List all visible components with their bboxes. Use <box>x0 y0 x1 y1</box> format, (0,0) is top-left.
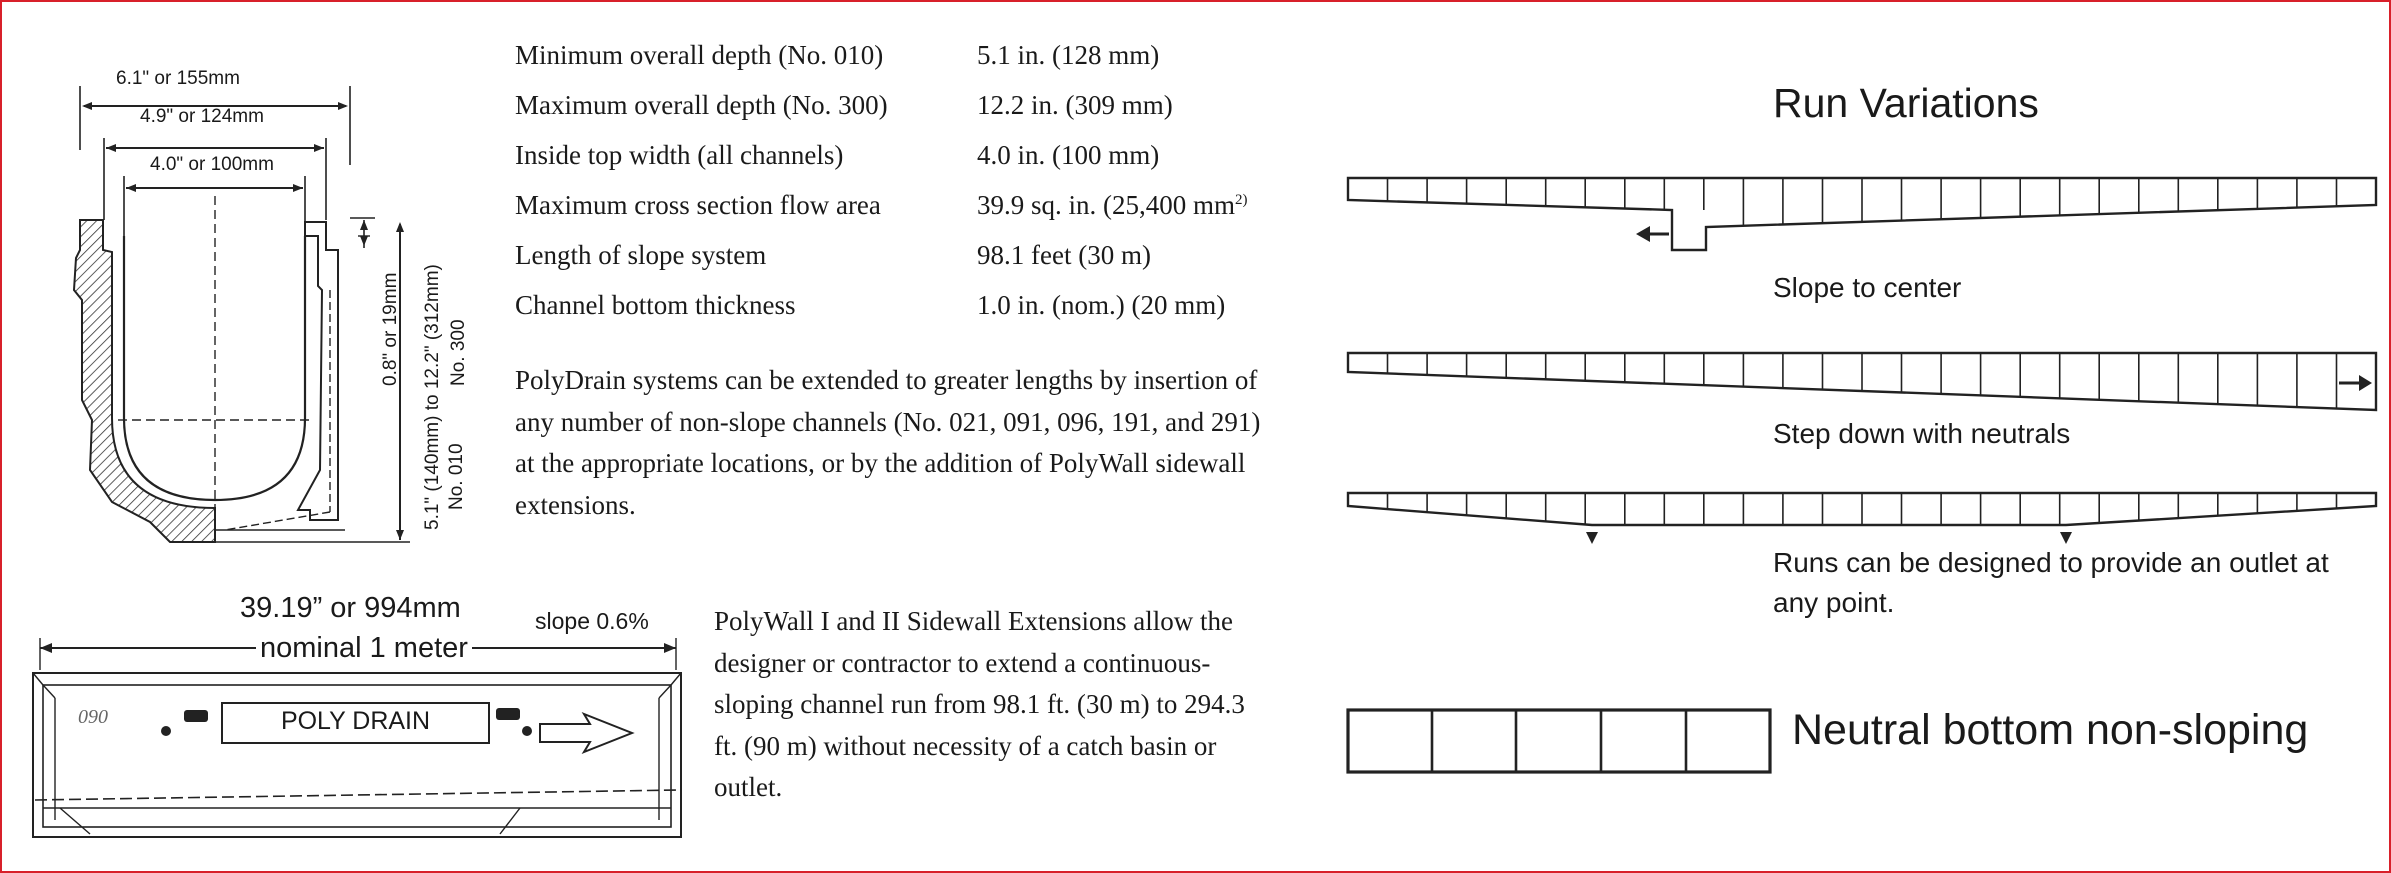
spec-label: Inside top width (all channels) <box>515 140 844 170</box>
spec-value: 1.0 in. (nom.) (20 mm) <box>977 290 1226 320</box>
side-nominal-label: nominal 1 meter <box>256 632 472 665</box>
slope-to-center-caption: Slope to center <box>1773 272 1962 303</box>
run-variations-title: Run Variations <box>1773 80 2039 126</box>
dim-depth: 5.1" (140mm) to 12.2" (312mm) <box>422 264 443 530</box>
paragraph-line: ft. (90 m) without necessity of a catch basin or <box>714 730 1217 761</box>
spec-value: 4.0 in. (100 mm) <box>977 140 1160 170</box>
paragraph-line: sloping channel run from 98.1 ft. (30 m) to 294.3 <box>714 689 1245 719</box>
side-slope-label: slope 0.6% <box>535 608 649 634</box>
step-down-diagram <box>1346 350 2386 420</box>
spec-value-superscript: 2) <box>1235 192 1248 208</box>
neutral-diagram <box>1346 708 1776 778</box>
paragraph-line: PolyWall I and II Sidewall Extensions allow the <box>714 606 1233 636</box>
slope-to-center-diagram <box>1346 170 2386 270</box>
spec-label: Minimum overall depth (No. 010) <box>515 40 884 70</box>
spec-label: Maximum overall depth (No. 300) <box>515 90 888 120</box>
spec-label: Channel bottom thickness <box>515 290 796 320</box>
spec-label: Length of slope system <box>515 240 767 270</box>
spec-value: 5.1 in. (128 mm) <box>977 40 1160 70</box>
paragraph-line: PolyDrain systems can be extended to greater lengths by insertion of <box>515 365 1258 395</box>
paragraph-line: any number of non-slope channels (No. 021, 091, 096, 191, and 291) <box>515 406 1261 437</box>
spec-value <box>977 190 1248 221</box>
label-no300: No. 300 <box>448 319 469 386</box>
dim-inside-width: 4.0" or 100mm <box>150 154 274 175</box>
paragraph-line: extensions. <box>515 489 636 520</box>
spec-value-text: 39.9 sq. in. (25,400 mm <box>977 190 1236 220</box>
step-down-caption: Step down with neutrals <box>1773 418 2071 449</box>
paragraph-line: at the appropriate locations, or by the addition of PolyWall sidewall <box>515 448 1246 478</box>
dim-overall-width: 6.1" or 155mm <box>116 68 240 89</box>
outlet-caption-line2: any point. <box>1773 587 1895 618</box>
spec-value: 98.1 feet (30 m) <box>977 240 1151 270</box>
polydrain-paragraph <box>515 360 1260 526</box>
side-model-mark: 090 <box>78 706 108 728</box>
spec-value: 12.2 in. (309 mm) <box>977 90 1173 120</box>
spec-label: Maximum cross section flow area <box>515 190 881 220</box>
paragraph-line: designer or contractor to extend a continuous- <box>714 647 1211 678</box>
dim-lip: 0.8" or 19mm <box>380 272 401 386</box>
outlet-caption-line1: Runs can be designed to provide an outlet at <box>1773 547 2329 578</box>
side-length-label: 39.19” or 994mm <box>240 592 461 624</box>
side-channel-text: POLY DRAIN <box>280 707 431 735</box>
paragraph-line: outlet. <box>714 772 783 802</box>
label-no010: No. 010 <box>446 443 467 510</box>
polywall-paragraph <box>714 601 1245 809</box>
neutral-caption: Neutral bottom non-sloping <box>1792 706 2309 754</box>
dim-mid-width: 4.9" or 124mm <box>140 106 264 127</box>
